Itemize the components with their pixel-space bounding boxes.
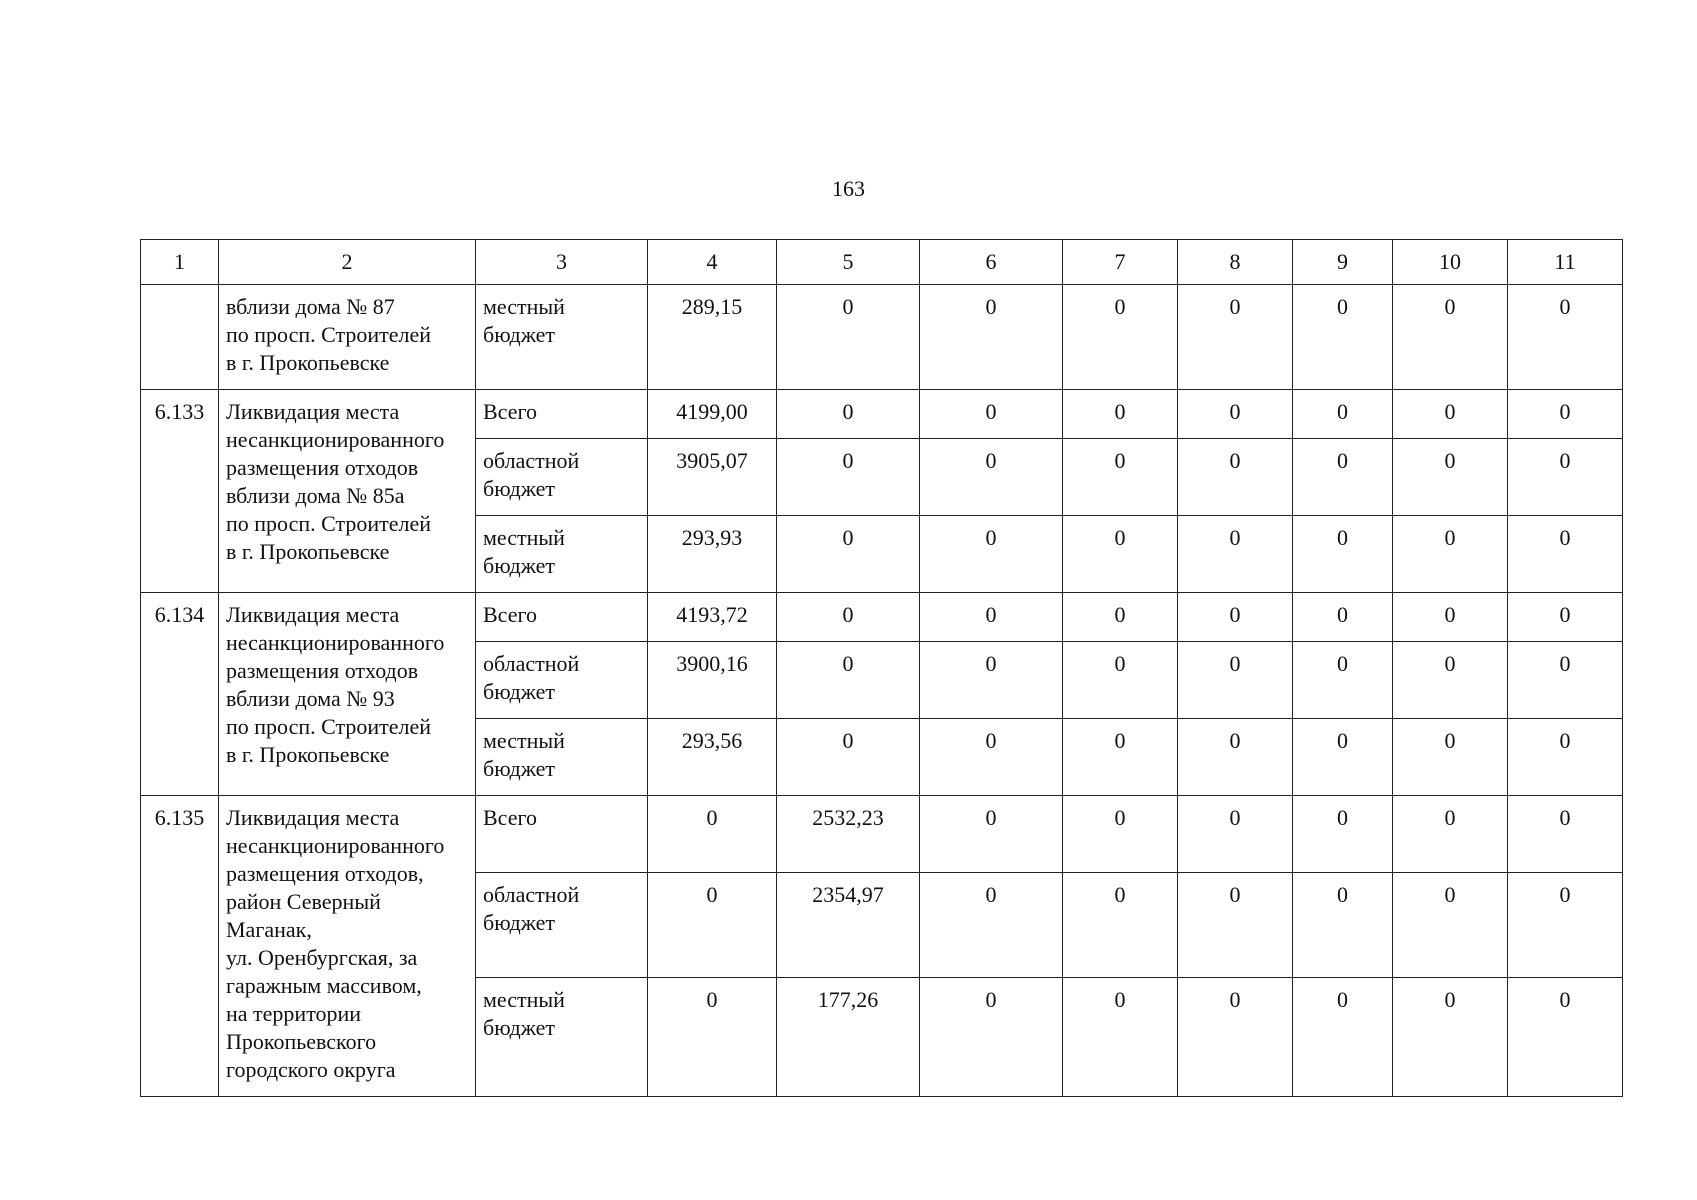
value-cell: 0	[1178, 642, 1293, 719]
value-cell: 0	[777, 593, 920, 642]
funding-source: Всего	[476, 390, 648, 439]
value-cell: 0	[1293, 978, 1393, 1097]
value-cell: 3900,16	[648, 642, 777, 719]
value-cell: 0	[920, 873, 1063, 978]
value-cell: 0	[1178, 719, 1293, 796]
value-cell: 0	[1063, 642, 1178, 719]
value-cell: 0	[1508, 285, 1623, 390]
value-cell: 0	[1178, 593, 1293, 642]
value-cell: 0	[1293, 439, 1393, 516]
value-cell: 3905,07	[648, 439, 777, 516]
funding-source: областной бюджет	[476, 642, 648, 719]
row-number: 6.133	[141, 390, 219, 593]
value-cell: 0	[1178, 796, 1293, 873]
value-cell: 0	[1393, 285, 1508, 390]
budget-table	[140, 239, 1623, 1097]
value-cell: 0	[1508, 516, 1623, 593]
column-header: 6	[920, 240, 1063, 285]
value-cell: 0	[1393, 796, 1508, 873]
value-cell: 0	[1293, 796, 1393, 873]
value-cell: 0	[1508, 642, 1623, 719]
value-cell: 0	[920, 978, 1063, 1097]
value-cell: 0	[1393, 390, 1508, 439]
value-cell: 0	[1293, 516, 1393, 593]
value-cell: 4193,72	[648, 593, 777, 642]
value-cell: 0	[1393, 978, 1508, 1097]
value-cell: 293,56	[648, 719, 777, 796]
value-cell: 0	[777, 285, 920, 390]
column-header: 3	[476, 240, 648, 285]
table-row	[141, 390, 1623, 439]
value-cell: 0	[1393, 516, 1508, 593]
value-cell: 0	[648, 796, 777, 873]
value-cell: 0	[920, 516, 1063, 593]
value-cell: 0	[920, 642, 1063, 719]
funding-source: областной бюджет	[476, 873, 648, 978]
table-row	[141, 796, 1623, 873]
value-cell: 0	[1393, 719, 1508, 796]
value-cell: 0	[1063, 873, 1178, 978]
value-cell: 0	[1393, 642, 1508, 719]
table-header-row	[141, 240, 1623, 285]
column-header: 9	[1293, 240, 1393, 285]
value-cell: 0	[1178, 978, 1293, 1097]
column-header: 1	[141, 240, 219, 285]
column-header: 4	[648, 240, 777, 285]
value-cell: 2532,23	[777, 796, 920, 873]
funding-source: Всего	[476, 593, 648, 642]
value-cell: 0	[777, 642, 920, 719]
value-cell: 0	[1393, 439, 1508, 516]
value-cell: 293,93	[648, 516, 777, 593]
item-name: Ликвидация места несанкционированного размещения отходов вблизи дома № 85а по просп. Строителей в г. Прокопьевске	[219, 390, 476, 593]
row-number	[141, 285, 219, 390]
value-cell: 0	[1293, 873, 1393, 978]
funding-source: Всего	[476, 796, 648, 873]
value-cell: 0	[1293, 593, 1393, 642]
table-row	[141, 285, 1623, 390]
value-cell: 289,15	[648, 285, 777, 390]
value-cell: 0	[1393, 593, 1508, 642]
value-cell: 0	[777, 390, 920, 439]
value-cell: 0	[1508, 796, 1623, 873]
value-cell: 0	[1293, 390, 1393, 439]
value-cell: 0	[1063, 978, 1178, 1097]
item-name: вблизи дома № 87 по просп. Строителей в г. Прокопьевске	[219, 285, 476, 390]
funding-source: местный бюджет	[476, 285, 648, 390]
column-header: 5	[777, 240, 920, 285]
value-cell: 177,26	[777, 978, 920, 1097]
funding-source: областной бюджет	[476, 439, 648, 516]
value-cell: 0	[1293, 642, 1393, 719]
value-cell: 0	[920, 593, 1063, 642]
table-row	[141, 593, 1623, 642]
funding-source: местный бюджет	[476, 516, 648, 593]
value-cell: 0	[1293, 719, 1393, 796]
value-cell: 0	[920, 719, 1063, 796]
value-cell: 0	[1508, 719, 1623, 796]
value-cell: 0	[1508, 390, 1623, 439]
value-cell: 0	[1508, 978, 1623, 1097]
funding-source: местный бюджет	[476, 978, 648, 1097]
value-cell: 0	[1063, 285, 1178, 390]
funding-source: местный бюджет	[476, 719, 648, 796]
column-header: 11	[1508, 240, 1623, 285]
value-cell: 0	[1178, 439, 1293, 516]
column-header: 10	[1393, 240, 1508, 285]
column-header: 2	[219, 240, 476, 285]
value-cell: 0	[1178, 516, 1293, 593]
value-cell: 0	[777, 516, 920, 593]
page-number: 163	[832, 176, 865, 201]
value-cell: 0	[1293, 285, 1393, 390]
value-cell: 2354,97	[777, 873, 920, 978]
value-cell: 0	[1063, 796, 1178, 873]
value-cell: 0	[777, 439, 920, 516]
value-cell: 0	[648, 873, 777, 978]
value-cell: 0	[648, 978, 777, 1097]
value-cell: 0	[1063, 719, 1178, 796]
row-number: 6.135	[141, 796, 219, 1097]
value-cell: 0	[920, 390, 1063, 439]
value-cell: 0	[1178, 390, 1293, 439]
value-cell: 0	[1063, 593, 1178, 642]
column-header: 7	[1063, 240, 1178, 285]
value-cell: 0	[920, 796, 1063, 873]
value-cell: 0	[920, 285, 1063, 390]
value-cell: 0	[1393, 873, 1508, 978]
value-cell: 0	[1508, 873, 1623, 978]
value-cell: 0	[920, 439, 1063, 516]
value-cell: 0	[1063, 390, 1178, 439]
value-cell: 0	[1508, 593, 1623, 642]
value-cell: 0	[1178, 285, 1293, 390]
value-cell: 0	[1063, 516, 1178, 593]
item-name: Ликвидация места несанкционированного размещения отходов вблизи дома № 93 по просп. Строителей в г. Прокопьевске	[219, 593, 476, 796]
value-cell: 4199,00	[648, 390, 777, 439]
value-cell: 0	[1063, 439, 1178, 516]
value-cell: 0	[777, 719, 920, 796]
row-number: 6.134	[141, 593, 219, 796]
column-header: 8	[1178, 240, 1293, 285]
value-cell: 0	[1178, 873, 1293, 978]
item-name: Ликвидация места несанкционированного размещения отходов, район Северный Маганак, ул. Оренбургская, за гаражным массивом, на территории Прокопьевского городского округа	[219, 796, 476, 1097]
value-cell: 0	[1508, 439, 1623, 516]
